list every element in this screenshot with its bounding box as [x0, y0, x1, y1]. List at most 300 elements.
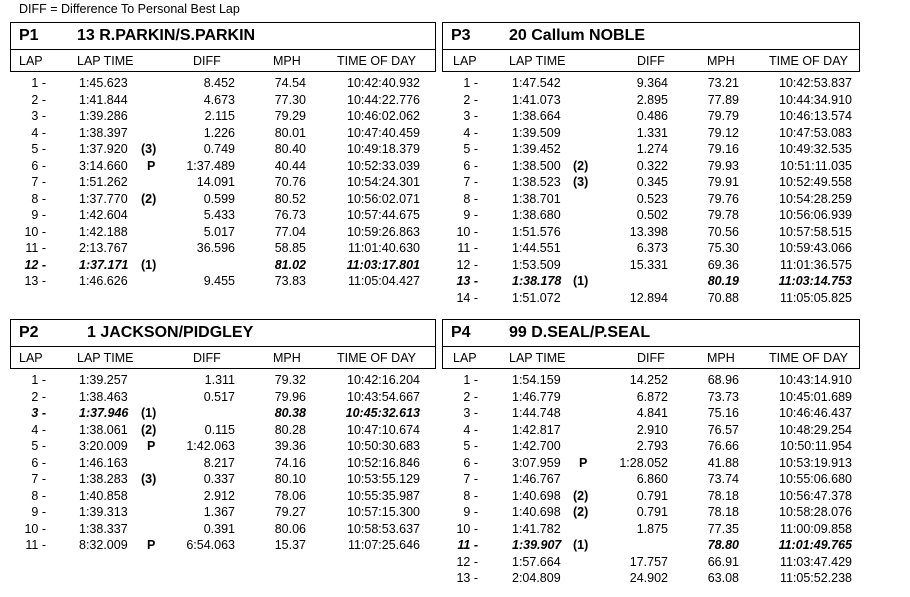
lap-number: 12 -: [456, 257, 478, 272]
lap-row: [442, 76, 860, 93]
lap-time: 1:38.283: [79, 472, 128, 486]
lap-row: [10, 456, 436, 473]
lap-mph: 75.16: [707, 406, 739, 420]
lap-mph: 73.83: [274, 274, 306, 288]
panel-title: [442, 319, 860, 346]
lap-row: [442, 291, 860, 308]
lap-time: 1:42.188: [79, 224, 128, 239]
lap-time: 3:20.009: [79, 439, 128, 453]
lap-row: [442, 555, 860, 572]
lap-diff: 0.486: [636, 109, 668, 123]
lap-time: 1:40.858: [79, 488, 128, 503]
lap-number: 3 -: [31, 109, 46, 123]
lap-number: 11 -: [457, 241, 478, 255]
panel-title: [10, 22, 436, 49]
lap-diff: 2.115: [204, 109, 235, 123]
best-lap-row: [10, 406, 436, 423]
lap-time: 1:37.770: [79, 191, 128, 206]
lap-row: [442, 390, 860, 407]
lap-number: 10 -: [24, 521, 46, 536]
lap-time: 1:44.748: [512, 406, 561, 420]
lap-time-of-day: 10:49:18.379: [347, 142, 420, 156]
lap-time: 1:46.767: [512, 472, 561, 486]
lap-marker: (1): [573, 538, 589, 552]
lap-diff: 14.252: [629, 373, 668, 387]
lap-number: 6 -: [463, 158, 478, 173]
lap-number: 4 -: [463, 422, 478, 437]
lap-time-of-day: 10:56:02.071: [347, 191, 420, 206]
lap-mph: 78.18: [707, 505, 739, 519]
lap-marker: (2): [573, 505, 589, 519]
lap-time: 1:38.337: [79, 521, 128, 536]
lap-number: 10 -: [24, 224, 46, 239]
lap-row: [442, 258, 860, 275]
lap-number: 4 -: [31, 125, 46, 140]
lap-mph: 40.44: [274, 158, 306, 173]
lap-time-of-day: 10:55:35.987: [347, 488, 420, 503]
lap-row: [442, 159, 860, 176]
lap-number: 12 -: [456, 554, 478, 569]
lap-number: 4 -: [463, 125, 478, 140]
lap-diff: 1.875: [636, 521, 668, 536]
lap-time-of-day: 10:44:34.910: [779, 92, 852, 107]
lap-marker: (1): [141, 257, 157, 272]
lap-diff: 0.517: [203, 389, 235, 404]
lap-time: 1:37.946: [79, 406, 129, 420]
lap-diff: 0.502: [636, 208, 668, 222]
lap-mph: 78.18: [707, 488, 739, 503]
lap-number: 7 -: [31, 175, 46, 189]
lap-number: 2 -: [463, 92, 478, 107]
lap-time-of-day: 10:53:19.913: [779, 455, 852, 470]
lap-time-of-day: 10:58:28.076: [779, 505, 852, 519]
lap-diff: 4.673: [203, 92, 235, 107]
lap-time-of-day: 10:57:58.515: [779, 224, 852, 239]
lap-diff: 15.331: [629, 257, 668, 272]
lap-row: [442, 439, 860, 456]
lap-mph: 74.54: [274, 76, 306, 90]
lap-time: 1:39.452: [512, 142, 561, 156]
lap-mph: 80.19: [707, 274, 739, 288]
lap-time: 1:47.542: [512, 76, 561, 90]
lap-mph: 78.06: [274, 488, 306, 503]
lap-rows: [10, 373, 436, 555]
panel-title: [442, 22, 860, 49]
lap-mph: 70.88: [707, 290, 739, 305]
lap-row: [10, 93, 436, 110]
lap-mph: 77.35: [707, 521, 739, 536]
lap-number: 8 -: [463, 191, 478, 206]
lap-mph: 79.78: [707, 208, 739, 222]
header-time-of-day: TIME OF DAY: [337, 54, 416, 68]
lap-rows: [442, 76, 860, 307]
lap-number: 10 -: [456, 224, 478, 239]
lap-time-of-day: 10:42:16.204: [347, 373, 420, 387]
lap-diff: 5.433: [203, 208, 235, 222]
lap-row: [10, 208, 436, 225]
lap-number: 5 -: [463, 439, 478, 453]
lap-number: 14 -: [456, 290, 478, 305]
lap-row: [10, 505, 436, 522]
lap-number: 9 -: [31, 208, 46, 222]
lap-diff: 1.226: [203, 125, 235, 140]
header-diff: DIFF: [193, 351, 221, 365]
lap-time-of-day: 10:57:44.675: [347, 208, 420, 222]
lap-marker: (1): [141, 406, 157, 420]
lap-time-of-day: 11:03:14.753: [778, 274, 852, 288]
lap-row: [442, 373, 860, 390]
header-lap-time: LAP TIME: [509, 54, 566, 68]
lap-diff: 1:37.489: [186, 158, 235, 173]
lap-diff: 1:42.063: [186, 439, 235, 453]
lap-time-of-day: 10:46:46.437: [779, 406, 852, 420]
lap-time: 1:40.698: [512, 505, 561, 519]
lap-time: 1:37.920: [79, 142, 128, 156]
header-lap: LAP: [19, 351, 43, 365]
lap-time: 1:45.623: [79, 76, 128, 90]
lap-row: [10, 142, 436, 159]
lap-diff: 2.793: [636, 439, 668, 453]
header-mph: MPH: [273, 351, 301, 365]
lap-time: 1:46.626: [79, 274, 128, 288]
lap-number: 3 -: [31, 406, 46, 420]
lap-time-of-day: 10:43:14.910: [779, 373, 852, 387]
lap-marker: (3): [573, 175, 589, 189]
lap-mph: 58.85: [274, 241, 306, 255]
lap-number: 2 -: [463, 389, 478, 404]
lap-diff: 6.860: [636, 472, 668, 486]
lap-time: 1:37.171: [79, 257, 129, 272]
column-header-row: [442, 346, 860, 369]
lap-time: 1:42.817: [512, 422, 561, 437]
lap-time-of-day: 10:47:40.459: [347, 125, 420, 140]
lap-diff: 0.345: [636, 175, 668, 189]
lap-mph: 80.52: [274, 191, 306, 206]
lap-number: 11 -: [457, 538, 478, 552]
header-time-of-day: TIME OF DAY: [769, 54, 848, 68]
lap-mph: 70.56: [707, 224, 739, 239]
lap-time: 1:39.509: [512, 125, 561, 140]
lap-time-of-day: 10:47:53.083: [779, 125, 852, 140]
lap-diff: 9.455: [203, 274, 235, 288]
lap-row: [10, 373, 436, 390]
lap-mph: 76.73: [274, 208, 306, 222]
lap-mph: 79.27: [274, 505, 306, 519]
lap-time-of-day: 10:54:24.301: [347, 175, 420, 189]
header-mph: MPH: [707, 351, 735, 365]
lap-time: 1:38.463: [79, 389, 128, 404]
header-lap: LAP: [453, 54, 477, 68]
lap-time: 1:38.680: [512, 208, 561, 222]
lap-time-of-day: 10:52:33.039: [347, 158, 420, 173]
lap-row: [442, 489, 860, 506]
lap-time: 1:40.698: [512, 488, 561, 503]
lap-diff: 0.391: [203, 521, 235, 536]
lap-time-of-day: 10:56:47.378: [779, 488, 852, 503]
lap-number: 13 -: [24, 274, 46, 288]
lap-time: 1:38.500: [512, 158, 561, 173]
lap-mph: 69.36: [707, 257, 739, 272]
lap-time-of-day: 10:53:55.129: [347, 472, 420, 486]
lap-diff: 4.841: [636, 406, 668, 420]
lap-time: 1:38.397: [79, 125, 128, 140]
lap-time-of-day: 10:45:01.689: [779, 389, 852, 404]
lap-time-of-day: 10:49:32.535: [779, 142, 852, 156]
lap-diff: 1.331: [636, 125, 668, 140]
lap-row: [442, 175, 860, 192]
lap-time-of-day: 10:55:06.680: [779, 472, 852, 486]
header-diff: DIFF: [193, 54, 221, 68]
lap-mph: 66.91: [707, 554, 739, 569]
lap-number: 1 -: [31, 373, 46, 387]
lap-time: 1:54.159: [512, 373, 561, 387]
lap-row: [442, 126, 860, 143]
driver-name: 99 D.SEAL/P.SEAL: [509, 324, 651, 341]
lap-time-of-day: 10:59:43.066: [779, 241, 852, 255]
lap-time-of-day: 10:42:53.837: [779, 76, 852, 90]
lap-mph: 79.76: [707, 191, 739, 206]
lap-time: 1:57.664: [512, 554, 561, 569]
lap-number: 9 -: [463, 505, 478, 519]
lap-time-of-day: 11:03:47.429: [779, 554, 852, 569]
driver-name: 13 R.PARKIN/S.PARKIN: [77, 27, 256, 44]
lap-diff: 14.091: [196, 175, 235, 189]
lap-number: 6 -: [31, 455, 46, 470]
lap-diff: 2.910: [636, 422, 668, 437]
lap-mph: 77.89: [707, 92, 739, 107]
best-lap-row: [10, 258, 436, 275]
lap-marker: (2): [141, 191, 157, 206]
lap-mph: 15.37: [274, 538, 306, 552]
lap-row: [442, 423, 860, 440]
lap-time: 1:44.551: [512, 241, 561, 255]
lap-diff: 1:28.052: [619, 455, 668, 470]
lap-mph: 80.28: [274, 422, 306, 437]
lap-diff: 13.398: [629, 224, 668, 239]
lap-row: [10, 423, 436, 440]
lap-diff: 24.902: [629, 571, 668, 585]
header-lap: LAP: [19, 54, 43, 68]
lap-time-of-day: 10:42:40.932: [347, 76, 420, 90]
position-label: P1: [19, 27, 39, 44]
driver-name: 20 Callum NOBLE: [509, 27, 646, 44]
lap-row: [10, 390, 436, 407]
lap-mph: 79.16: [707, 142, 739, 156]
lap-mph: 79.96: [274, 389, 306, 404]
best-lap-row: [442, 538, 860, 555]
lap-number: 12 -: [24, 257, 46, 272]
lap-time-of-day: 11:05:05.825: [779, 290, 852, 305]
lap-time-of-day: 10:57:15.300: [347, 505, 420, 519]
lap-row: [10, 159, 436, 176]
lap-time-of-day: 10:50:30.683: [347, 439, 420, 453]
lap-time-of-day: 10:47:10.674: [347, 422, 420, 437]
lap-rows: [442, 373, 860, 588]
lap-time-of-day: 10:48:29.254: [779, 422, 852, 437]
lap-mph: 39.36: [274, 439, 306, 453]
lap-mph: 80.38: [274, 406, 306, 420]
lap-mph: 79.79: [707, 109, 739, 123]
lap-time: 1:51.072: [512, 290, 561, 305]
lap-marker: (3): [141, 472, 157, 486]
lap-number: 11 -: [25, 538, 46, 552]
lap-row: [10, 538, 436, 555]
lap-row: [10, 76, 436, 93]
lap-number: 5 -: [31, 439, 46, 453]
lap-time-of-day: 11:03:17.801: [346, 257, 420, 272]
lap-mph: 79.32: [274, 373, 306, 387]
lap-row: [442, 406, 860, 423]
lap-number: 2 -: [31, 389, 46, 404]
lap-mph: 79.93: [707, 158, 739, 173]
lap-row: [442, 522, 860, 539]
lap-mph: 73.21: [707, 76, 739, 90]
lap-time-of-day: 10:50:11.954: [779, 439, 852, 453]
lap-row: [442, 142, 860, 159]
lap-time-of-day: 10:45:32.613: [345, 406, 420, 420]
lap-marker: (1): [573, 274, 589, 288]
column-header-row: [10, 346, 436, 369]
lap-time: 1:38.061: [79, 422, 128, 437]
lap-time-of-day: 10:51:11.035: [779, 158, 852, 173]
lap-time: 1:38.178: [512, 274, 562, 288]
lap-number: 9 -: [463, 208, 478, 222]
lap-mph: 76.66: [707, 439, 739, 453]
header-diff: DIFF: [637, 351, 665, 365]
lap-mph: 77.30: [274, 92, 306, 107]
lap-time-of-day: 11:01:49.765: [778, 538, 852, 552]
header-lap-time: LAP TIME: [77, 54, 134, 68]
lap-time: 8:32.009: [79, 538, 128, 552]
lap-mph: 77.04: [274, 224, 306, 239]
lap-diff: 12.894: [629, 290, 668, 305]
position-label: P3: [451, 27, 471, 44]
lap-marker: (2): [573, 488, 589, 503]
lap-mph: 68.96: [707, 373, 739, 387]
lap-diff: 0.791: [636, 505, 668, 519]
lap-number: 5 -: [31, 142, 46, 156]
best-lap-row: [442, 274, 860, 291]
lap-row: [442, 225, 860, 242]
header-lap-time: LAP TIME: [77, 351, 134, 365]
lap-number: 5 -: [463, 142, 478, 156]
lap-row: [10, 274, 436, 291]
position-label: P4: [451, 324, 471, 341]
header-lap-time: LAP TIME: [509, 351, 566, 365]
lap-mph: 80.01: [274, 125, 306, 140]
lap-diff: 0.599: [203, 191, 235, 206]
lap-row: [442, 472, 860, 489]
lap-diff: 1.274: [636, 142, 668, 156]
lap-time: 2:04.809: [512, 571, 561, 585]
lap-time: 1:41.073: [512, 92, 561, 107]
lap-diff: 0.523: [636, 191, 668, 206]
lap-diff: 1.367: [203, 505, 235, 519]
lap-time: 1:39.907: [512, 538, 562, 552]
lap-time-of-day: 10:52:16.846: [347, 455, 420, 470]
lap-mph: 80.06: [274, 521, 306, 536]
header-time-of-day: TIME OF DAY: [337, 351, 416, 365]
lap-time-of-day: 11:00:09.858: [779, 521, 852, 536]
lap-row: [442, 241, 860, 258]
lap-row: [10, 439, 436, 456]
lap-time-of-day: 11:01:36.575: [779, 257, 852, 272]
lap-time-of-day: 11:07:25.646: [347, 538, 420, 552]
lap-number: 1 -: [463, 373, 478, 387]
lap-number: 4 -: [31, 422, 46, 437]
lap-marker: (2): [573, 158, 589, 173]
lap-diff: 9.364: [636, 76, 668, 90]
lap-time: 1:41.844: [79, 92, 128, 107]
header-time-of-day: TIME OF DAY: [769, 351, 848, 365]
lap-time-of-day: 10:46:02.062: [347, 109, 420, 123]
lap-time-of-day: 10:54:28.259: [779, 191, 852, 206]
lap-marker: P: [147, 158, 156, 173]
lap-row: [10, 472, 436, 489]
lap-time: 1:46.163: [79, 455, 128, 470]
lap-time-of-day: 10:58:53.637: [347, 521, 420, 536]
lap-time: 1:42.700: [512, 439, 561, 453]
lap-time-of-day: 10:43:54.667: [347, 389, 420, 404]
legend-note: DIFF = Difference To Personal Best Lap: [19, 2, 240, 16]
lap-time: 1:38.523: [512, 175, 561, 189]
header-mph: MPH: [707, 54, 735, 68]
lap-time: 1:51.576: [512, 224, 561, 239]
lap-number: 1 -: [31, 76, 46, 90]
lap-time-of-day: 11:05:52.238: [779, 571, 852, 585]
lap-time: 1:39.257: [79, 373, 128, 387]
lap-marker: P: [579, 455, 588, 470]
lap-mph: 79.12: [707, 125, 739, 140]
lap-time: 1:46.779: [512, 389, 561, 404]
column-header-row: [10, 49, 436, 72]
lap-marker: P: [147, 439, 156, 453]
lap-diff: 0.791: [636, 488, 668, 503]
lap-diff: 5.017: [203, 224, 235, 239]
lap-row: [442, 571, 860, 588]
lap-time: 1:38.701: [512, 191, 561, 206]
lap-row: [442, 192, 860, 209]
lap-mph: 63.08: [707, 571, 739, 585]
lap-time-of-day: 10:44:22.776: [347, 92, 420, 107]
lap-time-of-day: 11:05:04.427: [347, 274, 420, 288]
lap-time-of-day: 10:59:26.863: [347, 224, 420, 239]
lap-mph: 73.73: [707, 389, 739, 404]
header-mph: MPH: [273, 54, 301, 68]
position-label: P2: [19, 324, 39, 341]
header-diff: DIFF: [637, 54, 665, 68]
lap-number: 3 -: [463, 109, 478, 123]
lap-mph: 81.02: [274, 257, 306, 272]
lap-diff: 1.311: [204, 373, 235, 387]
lap-diff: 0.337: [203, 472, 235, 486]
lap-time-of-day: 10:46:13.574: [779, 109, 852, 123]
lap-diff: 2.895: [636, 92, 668, 107]
lap-mph: 79.91: [707, 175, 739, 189]
lap-row: [10, 241, 436, 258]
lap-number: 8 -: [31, 488, 46, 503]
lap-row: [10, 175, 436, 192]
lap-number: 7 -: [463, 175, 478, 189]
lap-row: [442, 456, 860, 473]
lap-number: 3 -: [463, 406, 478, 420]
lap-number: 7 -: [31, 472, 46, 486]
lap-number: 1 -: [463, 76, 478, 90]
lap-diff: 6.373: [636, 241, 668, 255]
lap-time: 3:14.660: [79, 158, 128, 173]
lap-mph: 75.30: [707, 241, 739, 255]
lap-row: [10, 489, 436, 506]
